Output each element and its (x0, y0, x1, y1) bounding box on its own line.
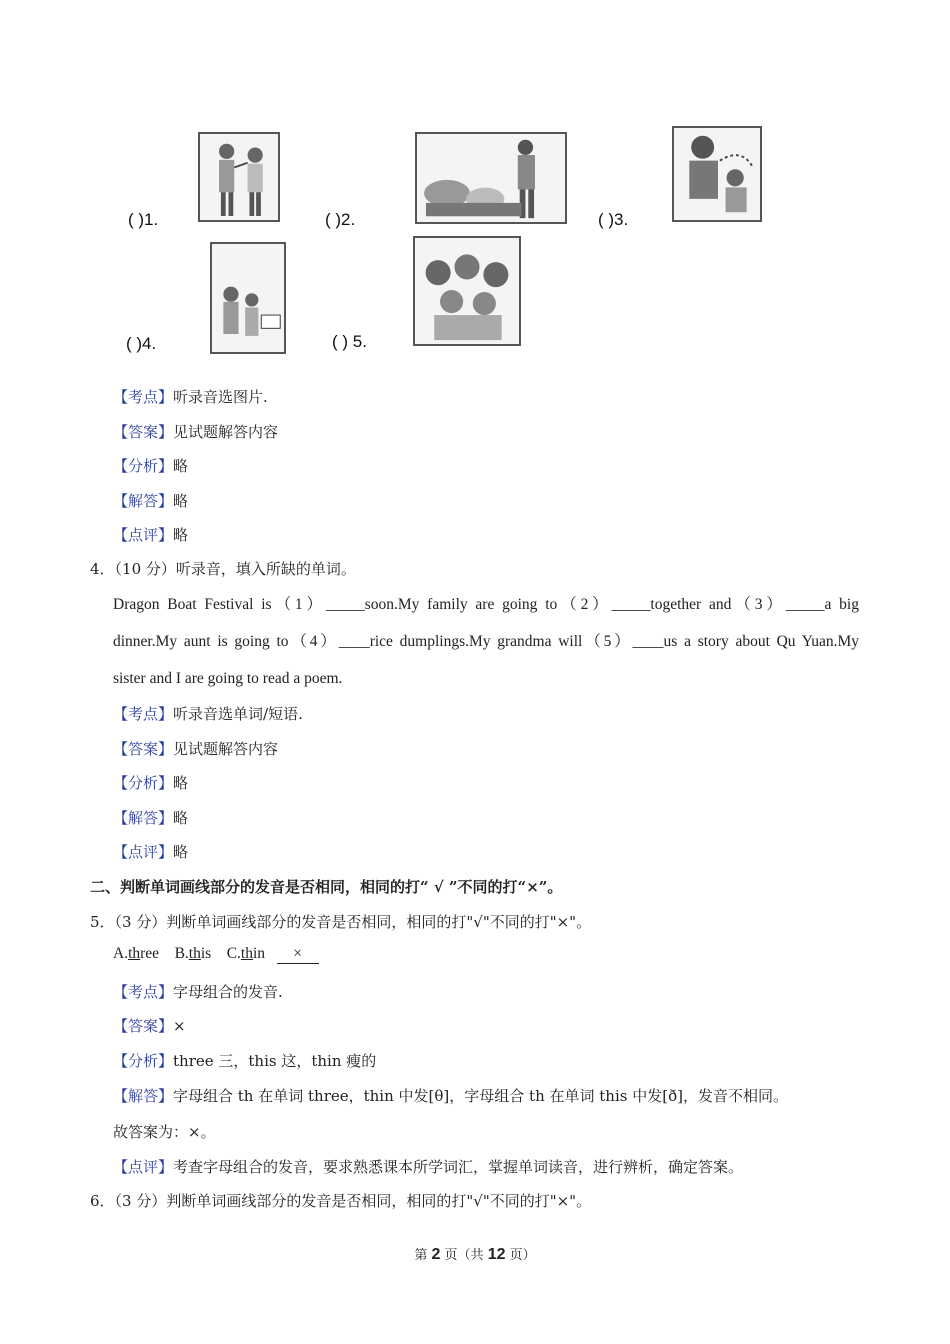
q5-conclusion: 故答案为：×。 (113, 1123, 216, 1141)
option-rest: in (252, 945, 266, 962)
picture-3 (672, 126, 762, 222)
note-tag: 【点评】 (113, 526, 174, 544)
q4-kaodian (113, 703, 303, 724)
page-number: 2 (431, 1246, 441, 1263)
option-c (227, 945, 265, 962)
note-text: 考查字母组合的发音，要求熟悉课本所学词汇，掌握单词读音，进行辨析，确定答案。 (173, 1158, 744, 1176)
q5-fenxi (113, 1050, 376, 1071)
q5-dianping (113, 1156, 743, 1177)
note-text: 略 (173, 774, 189, 792)
people-pointing-illustration (200, 134, 278, 220)
note-tag: 【考点】 (113, 388, 174, 406)
page-footer (0, 1244, 950, 1264)
q3-kaodian (113, 386, 268, 407)
note-text: 字母组合 th 在单词 three，thin 中发[θ]，字母组合 th 在单词 this 中发[ð]，发音不相同。 (173, 1087, 788, 1105)
underlined-letters: th (240, 945, 253, 962)
note-text: 见试题解答内容 (173, 740, 279, 758)
note-text: × (173, 1017, 186, 1035)
family-dinner-illustration (417, 134, 565, 222)
option-prefix: C. (226, 945, 241, 962)
note-text: 听录音选图片. (173, 388, 268, 406)
note-tag: 【分析】 (113, 457, 174, 475)
q4-jieda (113, 807, 188, 828)
footer-suffix: 页） (505, 1248, 536, 1263)
note-tag: 【解答】 (113, 809, 174, 827)
q5-stem: 5．（3 分）判断单词画线部分的发音是否相同，相同的打"√"不同的打"×"。 (90, 913, 592, 931)
note-tag: 【解答】 (113, 492, 174, 510)
q4-stem: 4．（10 分）听录音，填入所缺的单词。 (90, 560, 356, 578)
option-b (175, 945, 212, 962)
section-2-title: 二、判断单词画线部分的发音是否相同，相同的打“ √ ”不同的打“×”。 (90, 878, 563, 896)
q3-jieda (113, 490, 188, 511)
q3-dianping (113, 524, 188, 545)
total-pages: 12 (487, 1246, 506, 1263)
picture-1 (198, 132, 280, 222)
picture-2-label: ( )2. (325, 210, 356, 229)
q5-kaodian (113, 981, 283, 1002)
answer-blank: × (277, 945, 319, 964)
note-tag: 【分析】 (113, 1052, 174, 1070)
picture-1-label: ( )1. (128, 210, 159, 229)
note-text: 略 (173, 526, 189, 544)
note-text: three 三，this 这，thin 瘦的 (173, 1052, 377, 1070)
note-tag: 【考点】 (113, 705, 174, 723)
note-text: 略 (173, 809, 189, 827)
option-prefix: A. (113, 945, 129, 962)
q4-dianping (113, 841, 188, 862)
q5-daan (113, 1015, 186, 1036)
picture-5 (413, 236, 521, 346)
underlined-letters: th (188, 945, 201, 962)
note-tag: 【答案】 (113, 423, 174, 441)
note-tag: 【答案】 (113, 1017, 174, 1035)
option-a (113, 945, 159, 962)
q4-fenxi (113, 772, 188, 793)
q4-line-3: sister and I are going to read a poem. (113, 670, 343, 687)
note-tag: 【解答】 (113, 1087, 174, 1105)
option-rest: ree (140, 945, 160, 962)
q3-daan (113, 421, 278, 442)
note-text: 字母组合的发音. (173, 983, 283, 1001)
note-text: 见试题解答内容 (173, 423, 279, 441)
option-rest: is (200, 945, 212, 962)
picture-4-label: ( )4. (126, 334, 157, 353)
q4-line-2: dinner.My aunt is going to（4）____rice dumplings.My grandma will（5）____us a story about Qu Yuan.My (113, 633, 859, 650)
group-of-kids-illustration (415, 238, 519, 344)
q4-daan (113, 738, 278, 759)
q3-fenxi (113, 455, 188, 476)
q5-jieda (113, 1085, 788, 1106)
footer-middle: 页（共 (440, 1248, 488, 1263)
note-tag: 【分析】 (113, 774, 174, 792)
note-tag: 【点评】 (113, 1158, 174, 1176)
note-text: 略 (173, 843, 189, 861)
underlined-letters: th (128, 945, 141, 962)
woman-with-children-illustration (674, 128, 760, 220)
note-text: 略 (173, 492, 189, 510)
picture-5-label: ( ) 5. (332, 332, 367, 351)
note-text: 略 (173, 457, 189, 475)
q4-line-1: Dragon Boat Festival is（1）_____soon.My family are going to（2）_____together and（3）_____a big (113, 596, 859, 613)
picture-3-label: ( )3. (598, 210, 629, 229)
option-prefix: B. (174, 945, 189, 962)
note-tag: 【点评】 (113, 843, 174, 861)
q5-options (113, 945, 319, 964)
picture-4 (210, 242, 286, 354)
note-tag: 【考点】 (113, 983, 174, 1001)
q4-passage (113, 586, 859, 697)
listening-pictures (110, 122, 800, 362)
note-tag: 【答案】 (113, 740, 174, 758)
q6-stem: 6．（3 分）判断单词画线部分的发音是否相同，相同的打"√"不同的打"×"。 (90, 1192, 592, 1210)
picture-2 (415, 132, 567, 224)
kids-at-sign-illustration (212, 244, 284, 352)
note-text: 听录音选单词/短语. (173, 705, 303, 723)
footer-prefix: 第 (414, 1248, 432, 1263)
